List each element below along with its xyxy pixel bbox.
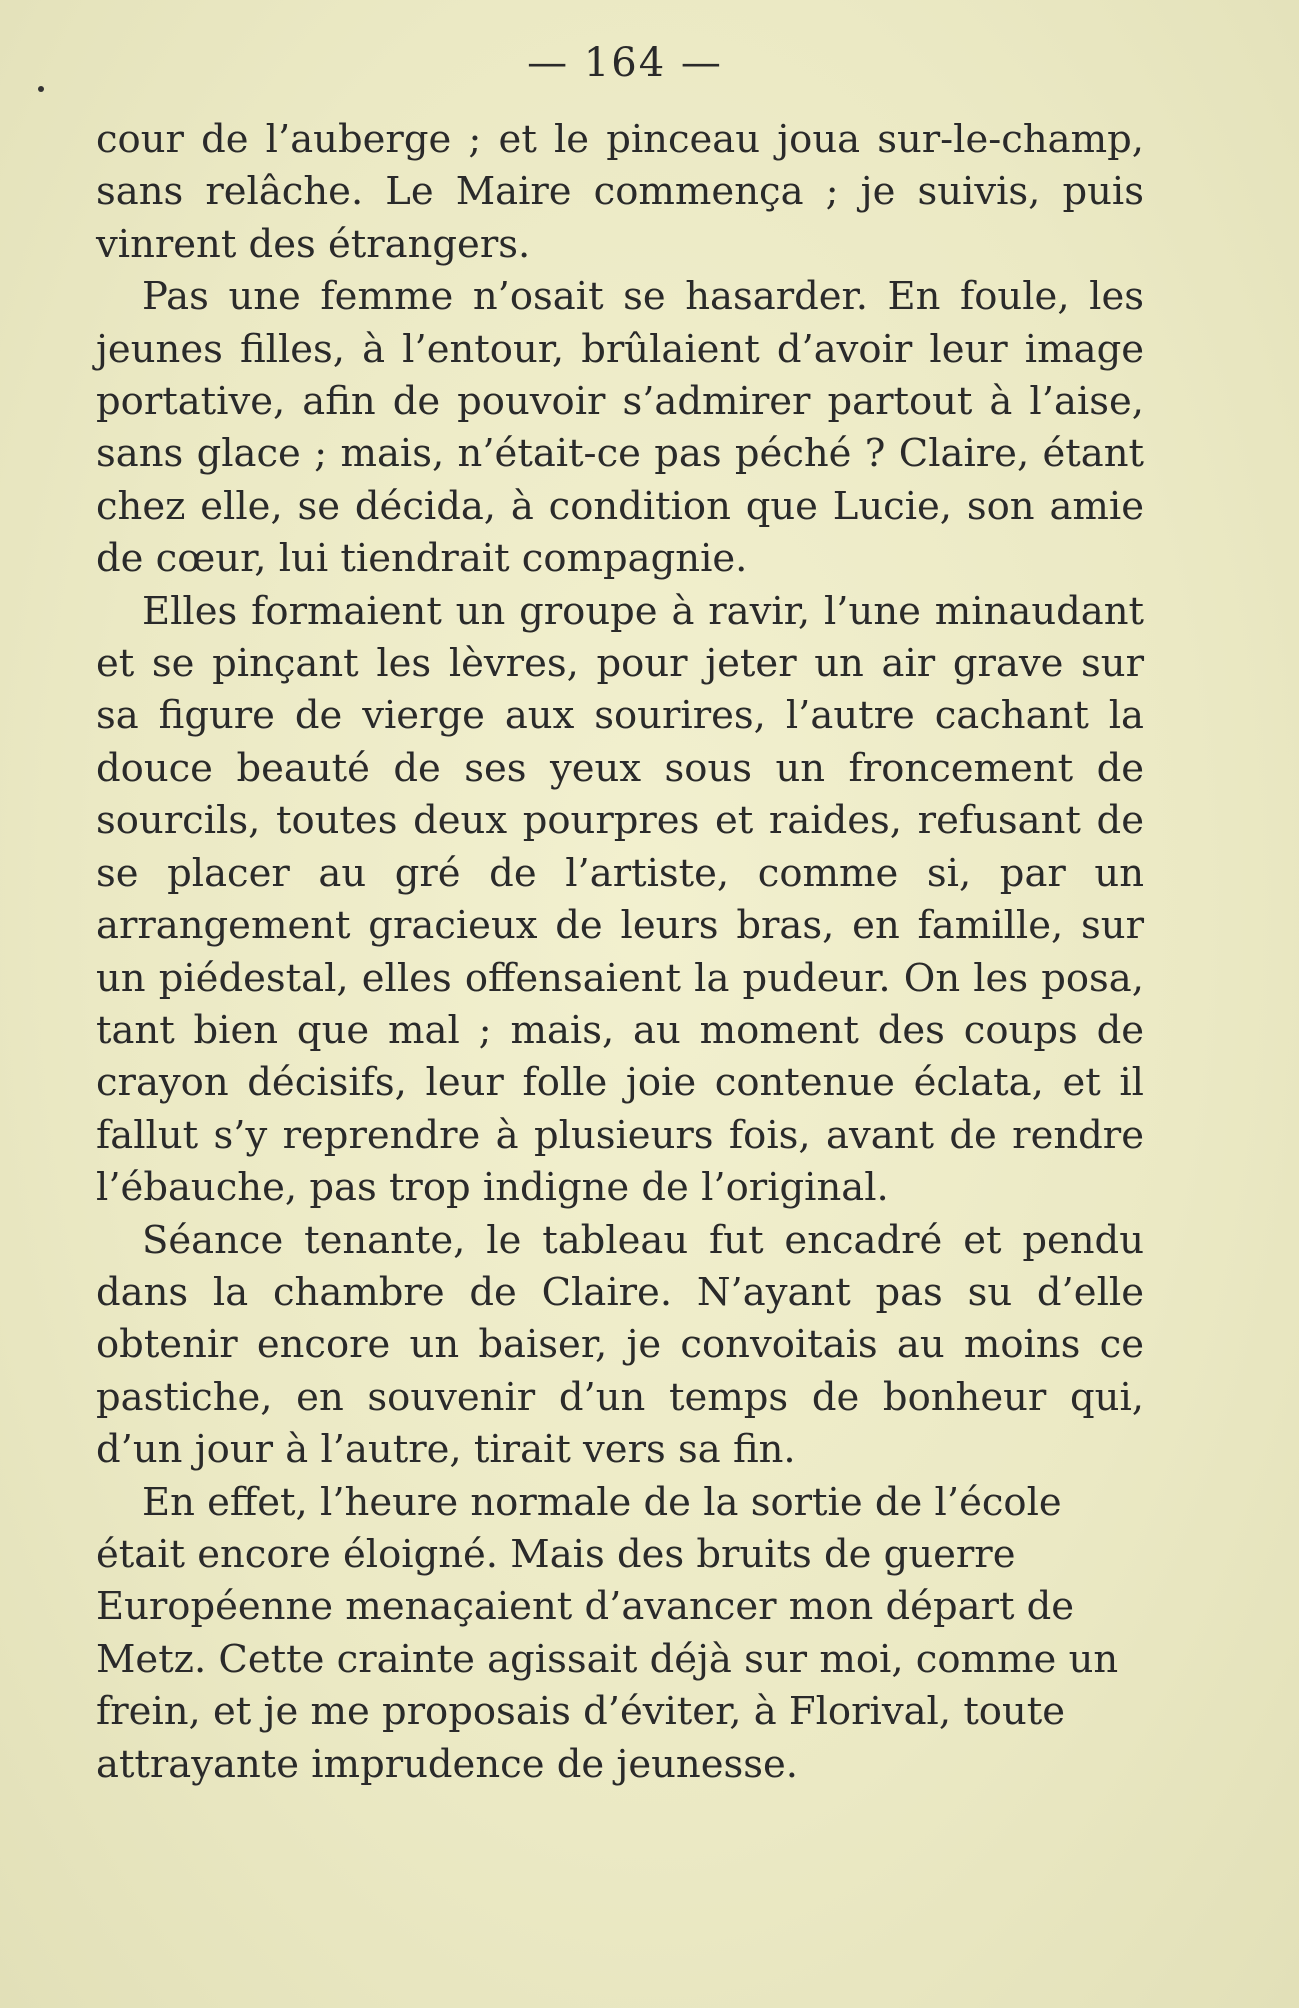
paragraph-2: Pas une femme n’osait se hasarder. En foule, les jeunes filles, à l’entour, brûlaient d’avoir leur image portative, afin de pouvoir s’admirer partout à l’aise, sans glace ; mais, n’était-ce pas péché ? Claire, étant chez elle, se décida, à condition que Lucie, son amie de cœur, lui tiendrait compagnie. [96,274,1144,582]
print-speck [38,86,44,92]
body-text [96,114,1144,1791]
paragraph-3: Elles formaient un groupe à ravir, l’une minaudant et se pinçant les lèvres, pour jeter un air grave sur sa figure de vierge aux sourires, l’autre cachant la douce beauté de ses yeux sous un froncement de sourcils, toutes deux pourpres et raides, refusant de se placer au gré de l’artiste, comme si, par un arrangement gracieux de leurs bras, en famille, sur un piédestal, elles offensaient la pudeur. On les posa, tant bien que mal ; mais, au moment des coups de crayon décisifs, leur folle joie contenue éclata, et il fallut s’y reprendre à plusieurs fois, avant de rendre l’ébauche, pas trop indigne de l’original. [96,588,1144,1211]
page-number: — 164 — [527,40,723,86]
paragraph-5: En effet, l’heure normale de la sortie de l’école était encore éloigné. Mais des bruits de guerre Européenne menaçaient d’avancer mon départ de Metz. Cette crainte agissait déjà sur moi, comme un frein, et je me proposais d’éviter, à Florival, toute attrayante imprudence de jeunesse. [96,1479,1119,1787]
paragraph-1: cour de l’auberge ; et le pinceau joua sur-le-champ, sans relâche. Le Maire commença ; je suivis, puis vinrent des étrangers. [96,117,1144,267]
paragraph-4: Séance tenante, le tableau fut encadré et pendu dans la chambre de Claire. N’ayant pas su d’elle obtenir encore un baiser, je convoitais au moins ce pastiche, en souvenir d’un temps de bonheur qui, d’un jour à l’autre, tirait vers sa fin. [96,1217,1144,1473]
